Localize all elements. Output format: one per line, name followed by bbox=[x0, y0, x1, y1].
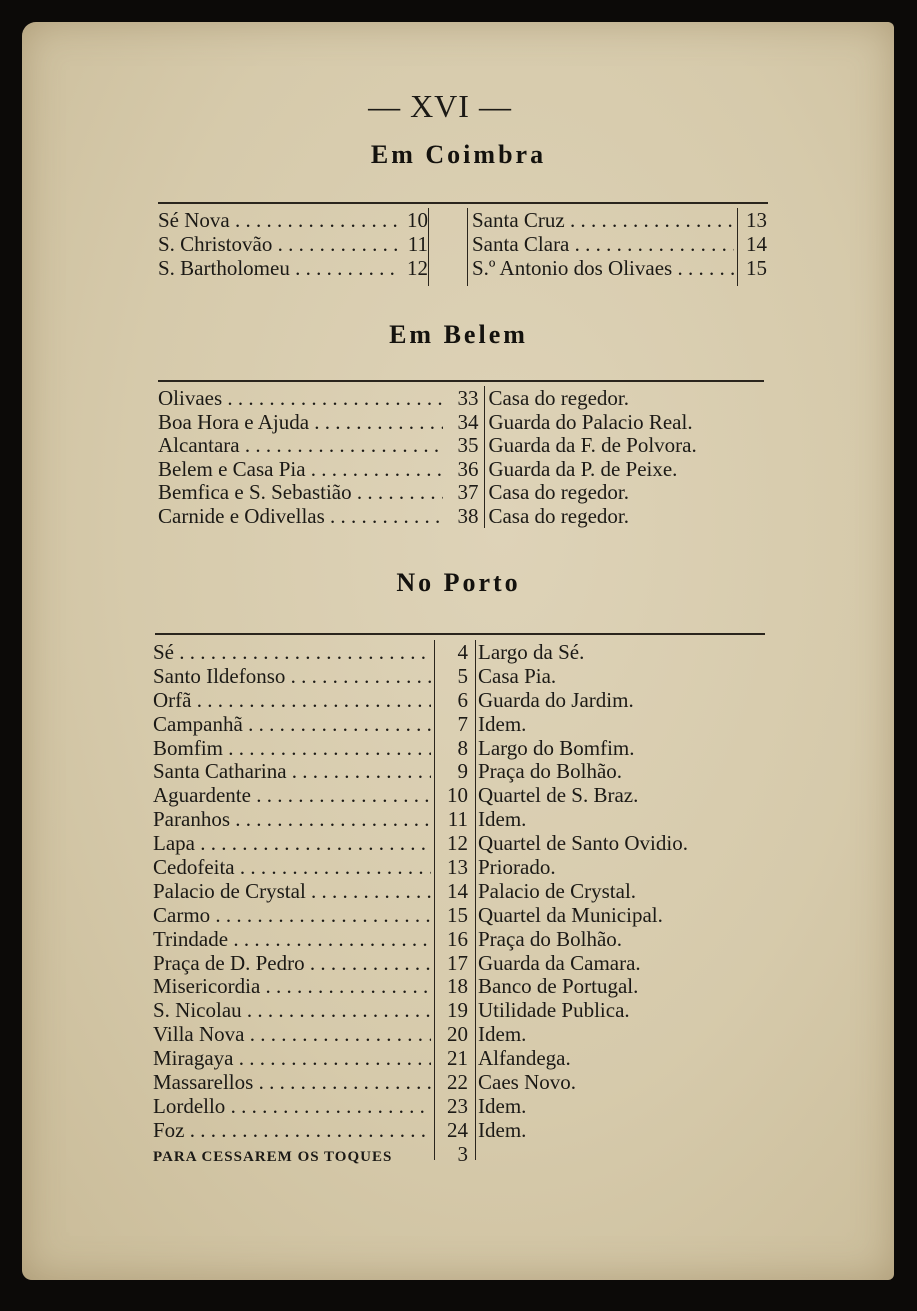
table-row bbox=[472, 232, 770, 256]
entry-location: Casa do regedor. bbox=[488, 503, 630, 528]
entry-name: Miragaya . . . bbox=[153, 1046, 431, 1071]
entry-name: S.º Antonio dos Olivaes . . . bbox=[472, 256, 734, 281]
belem-list bbox=[158, 386, 768, 527]
table-row bbox=[153, 951, 768, 975]
entry-name: Foz . . . bbox=[153, 1118, 431, 1143]
entry-location: Guarda do Jardim. bbox=[478, 687, 634, 712]
entry-number: 38 bbox=[457, 503, 479, 528]
entry-location: Caes Novo. bbox=[478, 1070, 576, 1095]
entry-number: 24 bbox=[447, 1117, 468, 1142]
entry-location: Largo do Bomfim. bbox=[478, 735, 635, 760]
table-row bbox=[153, 974, 768, 998]
entry-number: 9 bbox=[457, 759, 468, 784]
table-row bbox=[153, 903, 768, 927]
entry-number: 20 bbox=[447, 1022, 468, 1047]
entry-location: Idem. bbox=[478, 807, 527, 832]
entry-location: Idem. bbox=[478, 1117, 527, 1142]
table-row bbox=[153, 640, 768, 664]
entry-name: Alcantara . . . bbox=[158, 433, 443, 458]
entry-name: Campanhã . . . bbox=[153, 712, 431, 737]
entry-number: 34 bbox=[457, 409, 479, 434]
entry-name: Santa Cruz . . . bbox=[472, 208, 734, 233]
entry-number: 5 bbox=[457, 663, 468, 688]
table-row bbox=[153, 855, 768, 879]
entry-name: Sé . . . bbox=[153, 640, 431, 665]
entry-number: 18 bbox=[447, 974, 468, 999]
table-row bbox=[153, 688, 768, 712]
column-divider bbox=[434, 640, 435, 1160]
table-row bbox=[153, 736, 768, 760]
table-row bbox=[153, 1022, 768, 1046]
entry-name: Cedofeita . . . bbox=[153, 855, 431, 880]
entry-location: Guarda da F. de Polvora. bbox=[488, 433, 697, 457]
entry-location: Casa do regedor. bbox=[488, 386, 630, 410]
table-row bbox=[158, 256, 428, 280]
porto-list bbox=[153, 640, 768, 1166]
table-row bbox=[153, 664, 768, 688]
table-row bbox=[153, 1070, 768, 1094]
section-title-coimbra: Em Coimbra bbox=[370, 140, 547, 169]
entry-name: Orfã . . . bbox=[153, 688, 431, 713]
entry-number: 33 bbox=[457, 386, 479, 410]
entry-location: Alfandega. bbox=[478, 1046, 571, 1071]
page-number: — XVI — bbox=[368, 88, 512, 124]
entry-name: Praça de D. Pedro . . . bbox=[153, 951, 431, 976]
entry-location: Largo da Sé. bbox=[478, 640, 585, 664]
entry-name: Santa Catharina . . . bbox=[153, 759, 431, 784]
entry-name: Massarellos . . . bbox=[153, 1070, 431, 1095]
entry-number: 37 bbox=[457, 480, 479, 504]
entry-number: 10 bbox=[447, 783, 468, 808]
rule-porto bbox=[155, 633, 765, 635]
table-row bbox=[153, 1118, 768, 1142]
entry-location: Praça do Bolhão. bbox=[478, 926, 623, 951]
entry-number: 23 bbox=[447, 1093, 468, 1118]
entry-name: Carnide e Odivellas . . . bbox=[158, 504, 443, 529]
entry-number: 13 bbox=[447, 855, 468, 880]
table-row bbox=[153, 998, 768, 1022]
entry-name: Sé Nova . . . bbox=[158, 208, 398, 233]
entry-number: 19 bbox=[447, 998, 468, 1023]
entry-location: Idem. bbox=[478, 1022, 527, 1047]
entry-name: Lapa . . . bbox=[153, 831, 431, 856]
entry-name: Carmo . . . bbox=[153, 903, 431, 928]
section-title-porto: No Porto bbox=[396, 568, 521, 597]
entry-location: Guarda do Palacio Real. bbox=[488, 409, 693, 434]
entry-number: 10 bbox=[407, 208, 428, 232]
entry-number: 6 bbox=[457, 687, 468, 712]
entry-number: 4 bbox=[457, 640, 468, 664]
table-row bbox=[472, 208, 770, 232]
entry-number: 11 bbox=[407, 232, 428, 256]
table-row bbox=[158, 457, 768, 481]
entry-name: Boa Hora e Ajuda . . . bbox=[158, 410, 443, 435]
entry-number: 16 bbox=[447, 926, 468, 951]
entry-name: Misericordia . . . bbox=[153, 974, 431, 999]
entry-number: 7 bbox=[457, 711, 468, 736]
section-title-belem: Em Belem bbox=[389, 320, 528, 349]
entry-number: 12 bbox=[407, 256, 428, 280]
entry-location: Palacio de Crystal. bbox=[478, 878, 637, 903]
entry-name: Trindade . . . bbox=[153, 927, 431, 952]
entry-name: Olivaes . . . bbox=[158, 386, 443, 411]
entry-location: Utilidade Publica. bbox=[478, 998, 630, 1023]
column-divider bbox=[467, 208, 468, 286]
column-divider bbox=[737, 208, 738, 286]
table-row bbox=[153, 759, 768, 783]
entry-number: 36 bbox=[457, 456, 479, 481]
table-row bbox=[153, 783, 768, 807]
table-row bbox=[158, 504, 768, 528]
table-row bbox=[153, 807, 768, 831]
entry-name: PARA CESSAREM OS TOQUES bbox=[153, 1148, 393, 1165]
entry-name: S. Nicolau . . . bbox=[153, 998, 431, 1023]
coimbra-left-list bbox=[158, 208, 428, 280]
entry-name: Aguardente . . . bbox=[153, 783, 431, 808]
column-divider bbox=[484, 386, 485, 528]
entry-location: Idem. bbox=[478, 1093, 527, 1118]
entry-number: 13 bbox=[746, 208, 767, 232]
column-divider bbox=[475, 640, 476, 1160]
table-row bbox=[158, 410, 768, 434]
entry-name: Bomfim . . . bbox=[153, 736, 431, 761]
column-divider bbox=[428, 208, 429, 286]
entry-location: Casa do regedor. bbox=[488, 480, 630, 504]
entry-number: 14 bbox=[746, 232, 767, 256]
entry-location: Banco de Portugal. bbox=[478, 974, 639, 999]
table-row bbox=[153, 831, 768, 855]
entry-number: 21 bbox=[447, 1046, 468, 1071]
table-row bbox=[158, 480, 768, 504]
entry-name: S. Bartholomeu . . . bbox=[158, 256, 398, 281]
entry-number: 8 bbox=[457, 735, 468, 760]
entry-location: Idem. bbox=[478, 711, 527, 736]
entry-number: 3 bbox=[457, 1141, 468, 1166]
entry-number: 35 bbox=[457, 433, 479, 457]
entry-number: 11 bbox=[447, 807, 468, 832]
entry-number: 12 bbox=[447, 831, 468, 856]
table-row bbox=[158, 433, 768, 457]
entry-name: Belem e Casa Pia . . . bbox=[158, 457, 443, 482]
entry-name: Santo Ildefonso . . . bbox=[153, 664, 431, 689]
table-row bbox=[153, 1046, 768, 1070]
entry-number: 14 bbox=[447, 878, 468, 903]
entry-location: Guarda da P. de Peixe. bbox=[488, 456, 678, 481]
entry-location: Quartel de Santo Ovidio. bbox=[478, 831, 688, 856]
rule-coimbra bbox=[158, 202, 768, 204]
entry-name: Lordello . . . bbox=[153, 1094, 431, 1119]
entry-name: S. Christovão . . . bbox=[158, 232, 398, 257]
entry-name: Paranhos . . . bbox=[153, 807, 431, 832]
table-row bbox=[153, 879, 768, 903]
rule-belem bbox=[158, 380, 764, 382]
entry-number: 17 bbox=[447, 950, 468, 975]
table-row bbox=[153, 1094, 768, 1118]
table-row bbox=[158, 232, 428, 256]
table-row bbox=[472, 256, 770, 280]
coimbra-right-list bbox=[472, 208, 770, 280]
table-row-footer bbox=[153, 1142, 768, 1166]
table-row bbox=[153, 712, 768, 736]
entry-name: Villa Nova . . . bbox=[153, 1022, 431, 1047]
entry-location: Quartel de S. Braz. bbox=[478, 783, 639, 808]
entry-name: Palacio de Crystal . . . bbox=[153, 879, 431, 904]
table-row bbox=[158, 208, 428, 232]
entry-number: 15 bbox=[447, 902, 468, 927]
entry-name: Bemfica e S. Sebastião . . . bbox=[158, 480, 443, 505]
entry-location: Casa Pia. bbox=[478, 663, 557, 688]
entry-location: Priorado. bbox=[478, 855, 556, 880]
entry-number: 15 bbox=[746, 256, 767, 280]
table-row bbox=[158, 386, 768, 410]
entry-name: Santa Clara . . . bbox=[472, 232, 734, 257]
entry-location: Guarda da Camara. bbox=[478, 950, 641, 975]
entry-location: Quartel da Municipal. bbox=[478, 902, 663, 927]
entry-number: 22 bbox=[447, 1070, 468, 1095]
entry-location: Praça do Bolhão. bbox=[478, 759, 623, 784]
table-row bbox=[153, 927, 768, 951]
